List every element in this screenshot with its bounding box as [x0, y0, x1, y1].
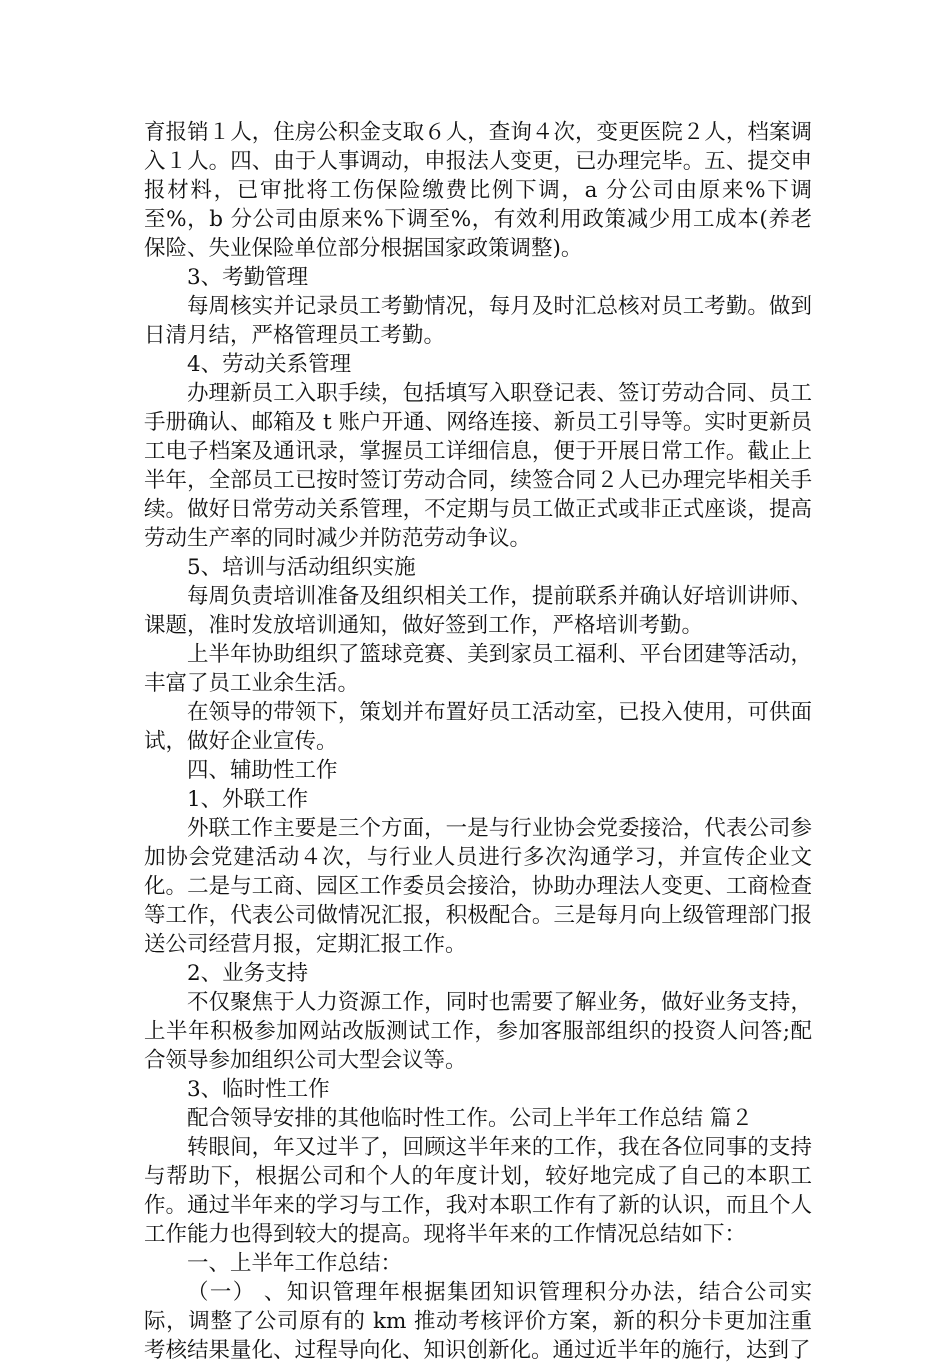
paragraph-16: 转眼间，年又过半了，回顾这半年来的工作，我在各位同事的支持与帮助下，根据公司和个人的年度计划，较好地完成了自己的本职工作。通过半年来的学习与工作，我对本职工作有了新的认识，而且个人工作能力也得到较大的提高。现将半年来的工作情况总结如下：	[144, 1135, 812, 1247]
paragraph-0: 育报销１人，住房公积金支取６人，查询４次，变更医院２人，档案调入１人。四、由于人事调动，申报法人变更，已办理完毕。五、提交申报材料，已审批将工伤保险缴费比例下调，a 分公司由原来%下调至%，b 分公司由原来%下调至%，有效利用政策减少用工成本(养老保险、失业保险单位部分根据国家政策调整)。	[144, 120, 812, 261]
paragraph-8: 在领导的带领下，策划并布置好员工活动室，已投入使用，可供面试，做好企业宣传。	[144, 700, 812, 754]
paragraph-11: 外联工作主要是三个方面，一是与行业协会党委接洽，代表公司参加协会党建活动４次，与行业人员进行多次沟通学习，并宣传企业文化。二是与工商、园区工作委员会接洽，协助办理法人变更、工商检查等工作，代表公司做情况汇报，积极配合。三是每月向上级管理部门报送公司经营月报，定期汇报工作。	[144, 816, 812, 957]
paragraph-15: 配合领导安排的其他临时性工作。公司上半年工作总结 篇２	[187, 1106, 753, 1131]
paragraph-7: 上半年协助组织了篮球竞赛、美到家员工福利、平台团建等活动，丰富了员工业余生活。	[144, 642, 812, 696]
section-heading-attendance: 3、考勤管理	[187, 265, 309, 290]
section-heading-business-support: 2、业务支持	[187, 961, 309, 986]
section-heading-labor-relations: 4、劳动关系管理	[187, 352, 352, 377]
paragraph-13: 不仅聚焦于人力资源工作，同时也需要了解业务，做好业务支持，上半年积极参加网站改版测试工作，参加客服部组织的投资人问答;配合领导参加组织公司大型会议等。	[144, 990, 812, 1073]
section-heading-external-liaison: 1、外联工作	[187, 787, 309, 812]
paragraph-4: 办理新员工入职手续，包括填写入职登记表、签订劳动合同、员工手册确认、邮箱及 t 账户开通、网络连接、新员工引导等。实时更新员工电子档案及通讯录，掌握员工详细信息，便于开展日常工作。截止上半年，全部员工已按时签订劳动合同，续签合同２人已办理完毕相关手续。做好日常劳动关系管理，不定期与员工做正式或非正式座谈，提高劳动生产率的同时减少并防范劳动争议。	[144, 381, 812, 551]
section-heading-auxiliary-work: 四、辅助性工作	[187, 758, 338, 783]
section-heading-training: 5、培训与活动组织实施	[187, 555, 416, 580]
paragraph-2: 每周核实并记录员工考勤情况，每月及时汇总核对员工考勤。做到日清月结，严格管理员工考勤。	[144, 294, 812, 348]
paragraph-6: 每周负责培训准备及组织相关工作，提前联系并确认好培训讲师、课题，准时发放培训通知，做好签到工作，严格培训考勤。	[144, 584, 812, 638]
section-heading-first-half-summary: 一、上半年工作总结：	[187, 1251, 403, 1276]
section-heading-temporary-work: 3、临时性工作	[187, 1077, 330, 1102]
document-body	[144, 118, 812, 1365]
paragraph-18: （一） 、知识管理年根据集团知识管理积分办法，结合公司实际，调整了公司原有的 km 推动考核评价方案，新的积分卡更加注重考核结果量化、过程导向化、知识创新化。通过近半年的施行，达到了	[144, 1280, 812, 1363]
